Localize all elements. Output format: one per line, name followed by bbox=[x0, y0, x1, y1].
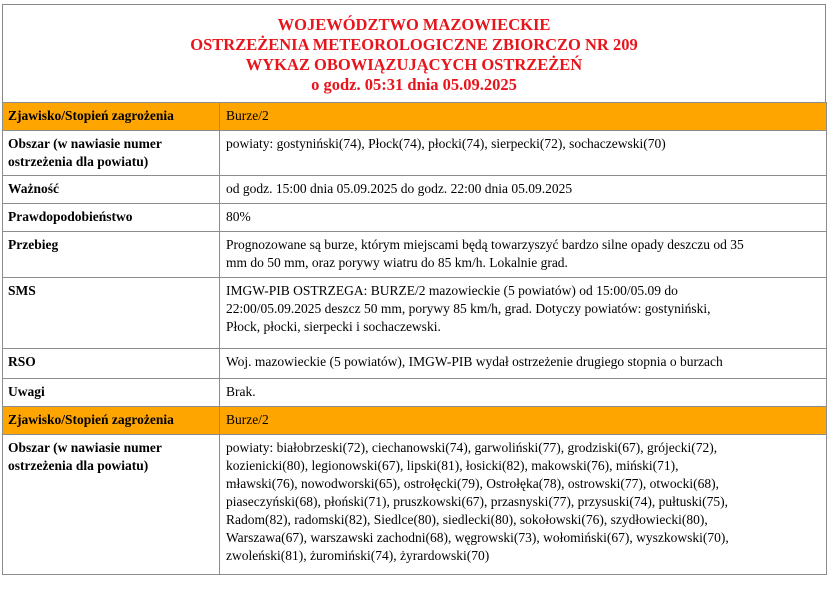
warning-1-area-row bbox=[3, 131, 827, 176]
warnings-table bbox=[2, 102, 827, 575]
phenomenon-value: Burze/2 bbox=[220, 103, 827, 131]
warning-2-phenomenon-row bbox=[3, 407, 827, 435]
warning-1-rso-row bbox=[3, 349, 827, 379]
area-value: powiaty: gostyniński(74), Płock(74), płocki(74), sierpecki(72), sochaczewski(70) bbox=[220, 131, 827, 176]
rso-label: RSO bbox=[3, 349, 220, 379]
sms-label: SMS bbox=[3, 278, 220, 349]
validity-value: od godz. 15:00 dnia 05.09.2025 do godz. 22:00 dnia 05.09.2025 bbox=[220, 176, 827, 204]
course-label: Przebieg bbox=[3, 232, 220, 278]
warning-1-sms-row bbox=[3, 278, 827, 349]
remarks-label: Uwagi bbox=[3, 379, 220, 407]
warning-1-remarks-row bbox=[3, 379, 827, 407]
warning-2-area-row bbox=[3, 435, 827, 575]
area-label: Obszar (w nawiasie numer ostrzeżenia dla powiatu) bbox=[3, 131, 220, 176]
probability-label: Prawdopodobieństwo bbox=[3, 204, 220, 232]
phenomenon-label: Zjawisko/Stopień zagrożenia bbox=[3, 103, 220, 131]
phenomenon-label: Zjawisko/Stopień zagrożenia bbox=[3, 407, 220, 435]
area-value: powiaty: białobrzeski(72), ciechanowski(74), garwoliński(77), grodziski(67), grójecki(72), kozienicki(80), legionowski(67), lipski(81), łosicki(82), makowski(76), miński(71), mławski(76), nowodworski(65), ostrołęcki(79), Ostrołęka(78), ostrowski(77), otwocki(68), piaseczyński(68), płoński(71), pruszkowski(67), przasnyski(77), przysuski(74), pułtuski(75), Radom(82), radomski(82), Siedlce(80), siedlecki(80), sokołowski(76), szydłowiecki(80), Warszawa(67), warszawski zachodni(68), węgrowski(73), wołomiński(67), wyszkowski(70), zwoleński(81), żuromiński(74), żyrardowski(70) bbox=[220, 435, 827, 575]
phenomenon-value: Burze/2 bbox=[220, 407, 827, 435]
rso-value: Woj. mazowieckie (5 powiatów), IMGW-PIB wydał ostrzeżenie drugiego stopnia o burzach bbox=[220, 349, 827, 379]
header-timestamp: o godz. 05:31 dnia 05.09.2025 bbox=[311, 75, 517, 94]
header-region-title: WOJEWÓDZTWO MAZOWIECKIE bbox=[277, 15, 551, 34]
area-label: Obszar (w nawiasie numer ostrzeżenia dla powiatu) bbox=[3, 435, 220, 575]
sms-value: IMGW-PIB OSTRZEGA: BURZE/2 mazowieckie (5 powiatów) od 15:00/05.09 do 22:00/05.09.2025 deszcz 50 mm, porywy 85 km/h, grad. Dotyczy powiatów: gostyniński, Płock, płocki, sierpecki i sochaczewski. bbox=[220, 278, 827, 349]
warning-1-course-row bbox=[3, 232, 827, 278]
probability-value: 80% bbox=[220, 204, 827, 232]
warnings-document bbox=[2, 4, 826, 575]
header-bulletin-title: OSTRZEŻENIA METEOROLOGICZNE ZBIORCZO NR 209 bbox=[190, 35, 638, 54]
document-header bbox=[2, 4, 826, 102]
header-list-title: WYKAZ OBOWIĄZUJĄCYCH OSTRZEŻEŃ bbox=[245, 55, 583, 74]
warning-1-probability-row bbox=[3, 204, 827, 232]
warning-1-validity-row bbox=[3, 176, 827, 204]
course-value: Prognozowane są burze, którym miejscami będą towarzyszyć bardzo silne opady deszczu od 35 mm do 50 mm, oraz porywy wiatru do 85 km/h. Lokalnie grad. bbox=[220, 232, 827, 278]
validity-label: Ważność bbox=[3, 176, 220, 204]
remarks-value: Brak. bbox=[220, 379, 827, 407]
warning-1-phenomenon-row bbox=[3, 103, 827, 131]
